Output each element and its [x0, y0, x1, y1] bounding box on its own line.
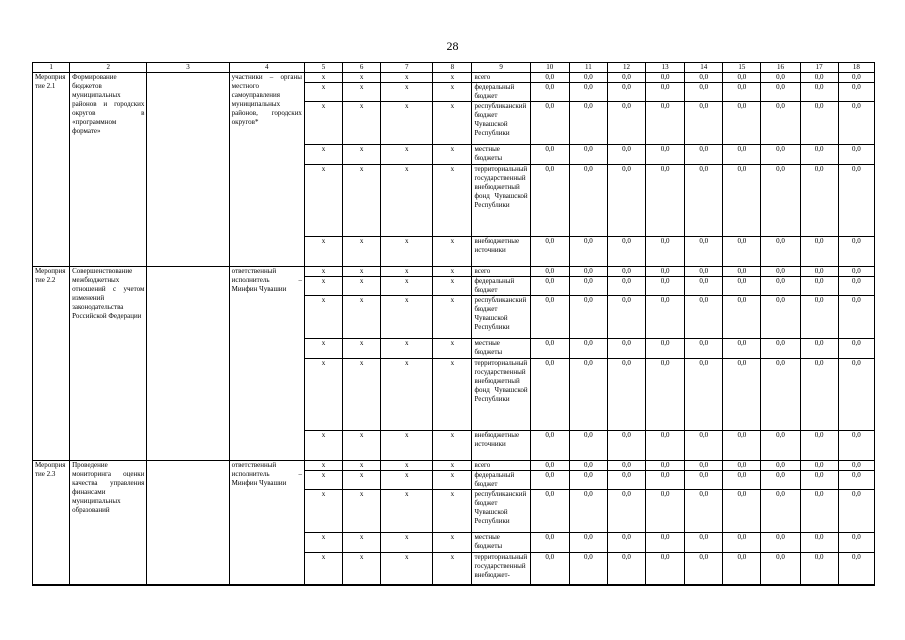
amount-cell: 0,0: [838, 490, 874, 533]
x-mark-cell: х: [343, 471, 381, 490]
x-mark-cell: х: [433, 73, 472, 83]
x-mark-cell: х: [433, 83, 472, 102]
amount-cell: 0,0: [646, 83, 685, 102]
x-mark-cell: х: [381, 277, 433, 296]
amount-cell: 0,0: [685, 553, 723, 586]
amount-cell: 0,0: [646, 471, 685, 490]
empty-cell: [147, 267, 229, 461]
table-bottom-border: [32, 584, 875, 585]
amount-cell: 0,0: [685, 296, 723, 339]
amount-cell: 0,0: [569, 533, 607, 553]
amount-cell: 0,0: [723, 277, 761, 296]
amount-cell: 0,0: [530, 359, 569, 431]
column-number-cell: 2: [70, 63, 147, 73]
empty-cell: [147, 73, 229, 267]
x-mark-cell: х: [381, 359, 433, 431]
amount-cell: 0,0: [800, 145, 838, 165]
amount-cell: 0,0: [761, 359, 800, 431]
x-mark-cell: х: [343, 533, 381, 553]
amount-cell: 0,0: [646, 165, 685, 237]
amount-cell: 0,0: [723, 471, 761, 490]
column-number-cell: 15: [723, 63, 761, 73]
x-mark-cell: х: [304, 553, 342, 586]
empty-cell: [147, 461, 229, 586]
amount-cell: 0,0: [761, 73, 800, 83]
amount-cell: 0,0: [838, 461, 874, 471]
amount-cell: 0,0: [800, 359, 838, 431]
x-mark-cell: х: [381, 165, 433, 237]
amount-cell: 0,0: [607, 73, 645, 83]
x-mark-cell: х: [381, 471, 433, 490]
amount-cell: 0,0: [607, 339, 645, 359]
funding-source-cell: федеральный бюджет: [472, 277, 530, 296]
amount-cell: 0,0: [723, 237, 761, 267]
amount-cell: 0,0: [569, 83, 607, 102]
funding-source-cell: республиканский бюджет Чувашской Республики: [472, 296, 530, 339]
amount-cell: 0,0: [530, 237, 569, 267]
amount-cell: 0,0: [607, 359, 645, 431]
x-mark-cell: х: [304, 431, 342, 461]
amount-cell: 0,0: [800, 267, 838, 277]
x-mark-cell: х: [343, 490, 381, 533]
amount-cell: 0,0: [646, 553, 685, 586]
amount-cell: 0,0: [607, 277, 645, 296]
amount-cell: 0,0: [685, 165, 723, 237]
executor-cell: ответственный исполнитель – Минфин Чувашии: [229, 267, 304, 461]
x-mark-cell: х: [343, 296, 381, 339]
amount-cell: 0,0: [685, 431, 723, 461]
x-mark-cell: х: [343, 102, 381, 145]
column-number-cell: 18: [838, 63, 874, 73]
amount-cell: 0,0: [761, 277, 800, 296]
x-mark-cell: х: [433, 145, 472, 165]
amount-cell: 0,0: [761, 461, 800, 471]
x-mark-cell: х: [304, 296, 342, 339]
x-mark-cell: х: [343, 339, 381, 359]
column-number-cell: 1: [33, 63, 70, 73]
amount-cell: 0,0: [569, 165, 607, 237]
amount-cell: 0,0: [685, 461, 723, 471]
amount-cell: 0,0: [838, 102, 874, 145]
amount-cell: 0,0: [761, 165, 800, 237]
amount-cell: 0,0: [607, 296, 645, 339]
x-mark-cell: х: [433, 277, 472, 296]
funding-source-cell: территориальный государственный внебюджетный фонд Чувашской Республики: [472, 359, 530, 431]
amount-cell: 0,0: [530, 73, 569, 83]
funding-source-cell: федеральный бюджет: [472, 471, 530, 490]
x-mark-cell: х: [343, 461, 381, 471]
amount-cell: 0,0: [685, 237, 723, 267]
amount-cell: 0,0: [838, 83, 874, 102]
executor-cell: ответственный исполнитель – Минфин Чувашии: [229, 461, 304, 586]
amount-cell: 0,0: [607, 165, 645, 237]
amount-cell: 0,0: [646, 237, 685, 267]
amount-cell: 0,0: [838, 339, 874, 359]
x-mark-cell: х: [381, 490, 433, 533]
amount-cell: 0,0: [800, 490, 838, 533]
amount-cell: 0,0: [607, 83, 645, 102]
amount-cell: 0,0: [761, 431, 800, 461]
amount-cell: 0,0: [646, 359, 685, 431]
amount-cell: 0,0: [800, 83, 838, 102]
x-mark-cell: х: [433, 461, 472, 471]
x-mark-cell: х: [343, 145, 381, 165]
x-mark-cell: х: [343, 83, 381, 102]
amount-cell: 0,0: [569, 471, 607, 490]
amount-cell: 0,0: [646, 296, 685, 339]
amount-cell: 0,0: [723, 533, 761, 553]
amount-cell: 0,0: [800, 73, 838, 83]
amount-cell: 0,0: [723, 296, 761, 339]
amount-cell: 0,0: [569, 553, 607, 586]
amount-cell: 0,0: [530, 277, 569, 296]
financing-table: [32, 62, 875, 586]
amount-cell: 0,0: [530, 339, 569, 359]
amount-cell: 0,0: [646, 490, 685, 533]
amount-cell: 0,0: [607, 471, 645, 490]
funding-source-cell: внебюджетные источники: [472, 431, 530, 461]
x-mark-cell: х: [304, 277, 342, 296]
amount-cell: 0,0: [569, 267, 607, 277]
x-mark-cell: х: [304, 471, 342, 490]
x-mark-cell: х: [433, 553, 472, 586]
column-number-cell: 17: [800, 63, 838, 73]
executor-cell: участники – органы местного самоуправления муниципальных районов, городских округов*: [229, 73, 304, 267]
event-cell: Мероприятие 2.3: [33, 461, 70, 586]
page-number: 28: [446, 39, 459, 53]
amount-cell: 0,0: [646, 461, 685, 471]
amount-cell: 0,0: [646, 277, 685, 296]
amount-cell: 0,0: [761, 296, 800, 339]
amount-cell: 0,0: [723, 431, 761, 461]
amount-cell: 0,0: [530, 431, 569, 461]
amount-cell: 0,0: [761, 533, 800, 553]
x-mark-cell: х: [304, 267, 342, 277]
amount-cell: 0,0: [569, 339, 607, 359]
funding-source-cell: всего: [472, 461, 530, 471]
column-number-cell: 9: [472, 63, 530, 73]
amount-cell: 0,0: [607, 237, 645, 267]
amount-cell: 0,0: [838, 237, 874, 267]
amount-cell: 0,0: [761, 102, 800, 145]
amount-cell: 0,0: [761, 83, 800, 102]
x-mark-cell: х: [343, 267, 381, 277]
amount-cell: 0,0: [646, 73, 685, 83]
amount-cell: 0,0: [530, 145, 569, 165]
amount-cell: 0,0: [723, 83, 761, 102]
event-cell: Мероприятие 2.1: [33, 73, 70, 267]
amount-cell: 0,0: [723, 339, 761, 359]
x-mark-cell: х: [433, 102, 472, 145]
amount-cell: 0,0: [761, 490, 800, 533]
amount-cell: 0,0: [607, 533, 645, 553]
amount-cell: 0,0: [646, 431, 685, 461]
funding-source-cell: местные бюджеты: [472, 145, 530, 165]
x-mark-cell: х: [304, 73, 342, 83]
amount-cell: 0,0: [607, 490, 645, 533]
amount-cell: 0,0: [723, 553, 761, 586]
column-number-cell: 4: [229, 63, 304, 73]
amount-cell: 0,0: [685, 102, 723, 145]
column-number-cell: 7: [381, 63, 433, 73]
column-number-cell: 16: [761, 63, 800, 73]
column-number-cell: 11: [569, 63, 607, 73]
funding-source-cell: всего: [472, 267, 530, 277]
funding-source-cell: республиканский бюджет Чувашской Республики: [472, 102, 530, 145]
amount-cell: 0,0: [685, 471, 723, 490]
x-mark-cell: х: [381, 267, 433, 277]
amount-cell: 0,0: [530, 102, 569, 145]
amount-cell: 0,0: [761, 237, 800, 267]
column-number-cell: 8: [433, 63, 472, 73]
amount-cell: 0,0: [530, 165, 569, 237]
amount-cell: 0,0: [838, 296, 874, 339]
x-mark-cell: х: [381, 296, 433, 339]
funding-source-cell: территориальный государственный внебюджетный фонд Чувашской Республики: [472, 165, 530, 237]
amount-cell: 0,0: [685, 267, 723, 277]
amount-cell: 0,0: [800, 296, 838, 339]
x-mark-cell: х: [433, 165, 472, 237]
amount-cell: 0,0: [685, 73, 723, 83]
amount-cell: 0,0: [530, 267, 569, 277]
x-mark-cell: х: [381, 553, 433, 586]
amount-cell: 0,0: [530, 471, 569, 490]
amount-cell: 0,0: [761, 553, 800, 586]
x-mark-cell: х: [433, 359, 472, 431]
table-row: [33, 461, 875, 471]
amount-cell: 0,0: [530, 533, 569, 553]
column-number-cell: 14: [685, 63, 723, 73]
x-mark-cell: х: [304, 490, 342, 533]
amount-cell: 0,0: [569, 73, 607, 83]
x-mark-cell: х: [381, 145, 433, 165]
amount-cell: 0,0: [685, 533, 723, 553]
amount-cell: 0,0: [800, 277, 838, 296]
amount-cell: 0,0: [530, 296, 569, 339]
amount-cell: 0,0: [800, 339, 838, 359]
column-number-cell: 3: [147, 63, 229, 73]
amount-cell: 0,0: [838, 471, 874, 490]
x-mark-cell: х: [304, 339, 342, 359]
amount-cell: 0,0: [685, 83, 723, 102]
x-mark-cell: х: [304, 533, 342, 553]
event-cell: Мероприятие 2.2: [33, 267, 70, 461]
amount-cell: 0,0: [530, 83, 569, 102]
x-mark-cell: х: [433, 267, 472, 277]
column-number-cell: 6: [343, 63, 381, 73]
amount-cell: 0,0: [838, 145, 874, 165]
funding-source-cell: федеральный бюджет: [472, 83, 530, 102]
amount-cell: 0,0: [800, 165, 838, 237]
funding-source-cell: местные бюджеты: [472, 339, 530, 359]
amount-cell: 0,0: [646, 102, 685, 145]
amount-cell: 0,0: [723, 490, 761, 533]
amount-cell: 0,0: [569, 145, 607, 165]
x-mark-cell: х: [304, 237, 342, 267]
amount-cell: 0,0: [607, 461, 645, 471]
amount-cell: 0,0: [800, 533, 838, 553]
amount-cell: 0,0: [723, 145, 761, 165]
amount-cell: 0,0: [838, 267, 874, 277]
x-mark-cell: х: [381, 73, 433, 83]
amount-cell: 0,0: [530, 553, 569, 586]
amount-cell: 0,0: [685, 339, 723, 359]
amount-cell: 0,0: [723, 359, 761, 431]
amount-cell: 0,0: [761, 267, 800, 277]
amount-cell: 0,0: [569, 461, 607, 471]
x-mark-cell: х: [343, 431, 381, 461]
table-row: [33, 73, 875, 83]
funding-source-cell: местные бюджеты: [472, 533, 530, 553]
funding-source-cell: внебюджетные источники: [472, 237, 530, 267]
amount-cell: 0,0: [685, 359, 723, 431]
x-mark-cell: х: [433, 339, 472, 359]
funding-source-cell: республиканский бюджет Чувашской Республики: [472, 490, 530, 533]
x-mark-cell: х: [433, 237, 472, 267]
x-mark-cell: х: [381, 533, 433, 553]
x-mark-cell: х: [433, 533, 472, 553]
amount-cell: 0,0: [607, 145, 645, 165]
x-mark-cell: х: [304, 102, 342, 145]
column-number-row: [33, 63, 875, 73]
title-cell: Совершенствование межбюджетных отношений с учетом изменений законодательства Российской Федерации: [70, 267, 147, 461]
amount-cell: 0,0: [569, 296, 607, 339]
x-mark-cell: х: [343, 237, 381, 267]
amount-cell: 0,0: [723, 461, 761, 471]
x-mark-cell: х: [381, 102, 433, 145]
amount-cell: 0,0: [800, 237, 838, 267]
column-number-cell: 13: [646, 63, 685, 73]
amount-cell: 0,0: [838, 533, 874, 553]
x-mark-cell: х: [343, 277, 381, 296]
x-mark-cell: х: [381, 461, 433, 471]
amount-cell: 0,0: [569, 359, 607, 431]
amount-cell: 0,0: [838, 359, 874, 431]
column-number-cell: 5: [304, 63, 342, 73]
amount-cell: 0,0: [800, 471, 838, 490]
column-number-cell: 10: [530, 63, 569, 73]
amount-cell: 0,0: [530, 490, 569, 533]
x-mark-cell: х: [304, 461, 342, 471]
x-mark-cell: х: [433, 490, 472, 533]
x-mark-cell: х: [343, 73, 381, 83]
amount-cell: 0,0: [838, 553, 874, 586]
x-mark-cell: х: [343, 553, 381, 586]
x-mark-cell: х: [304, 359, 342, 431]
x-mark-cell: х: [433, 296, 472, 339]
amount-cell: 0,0: [530, 461, 569, 471]
x-mark-cell: х: [343, 359, 381, 431]
x-mark-cell: х: [433, 431, 472, 461]
x-mark-cell: х: [381, 431, 433, 461]
amount-cell: 0,0: [646, 145, 685, 165]
x-mark-cell: х: [381, 83, 433, 102]
amount-cell: 0,0: [723, 73, 761, 83]
amount-cell: 0,0: [723, 267, 761, 277]
amount-cell: 0,0: [800, 431, 838, 461]
x-mark-cell: х: [343, 165, 381, 237]
column-number-cell: 12: [607, 63, 645, 73]
amount-cell: 0,0: [685, 490, 723, 533]
amount-cell: 0,0: [569, 490, 607, 533]
amount-cell: 0,0: [800, 461, 838, 471]
x-mark-cell: х: [304, 83, 342, 102]
amount-cell: 0,0: [761, 339, 800, 359]
table-row: [33, 267, 875, 277]
amount-cell: 0,0: [761, 471, 800, 490]
x-mark-cell: х: [433, 471, 472, 490]
funding-source-cell: территориальный государственный внебюджет-: [472, 553, 530, 586]
amount-cell: 0,0: [838, 73, 874, 83]
amount-cell: 0,0: [569, 277, 607, 296]
amount-cell: 0,0: [838, 165, 874, 237]
amount-cell: 0,0: [838, 277, 874, 296]
funding-source-cell: всего: [472, 73, 530, 83]
amount-cell: 0,0: [646, 339, 685, 359]
amount-cell: 0,0: [569, 102, 607, 145]
amount-cell: 0,0: [607, 267, 645, 277]
amount-cell: 0,0: [607, 431, 645, 461]
amount-cell: 0,0: [607, 102, 645, 145]
amount-cell: 0,0: [646, 267, 685, 277]
x-mark-cell: х: [381, 339, 433, 359]
amount-cell: 0,0: [800, 102, 838, 145]
amount-cell: 0,0: [607, 553, 645, 586]
amount-cell: 0,0: [723, 165, 761, 237]
amount-cell: 0,0: [685, 277, 723, 296]
title-cell: Проведение мониторинга оценки качества управления финансами муниципальных образований: [70, 461, 147, 586]
x-mark-cell: х: [304, 145, 342, 165]
amount-cell: 0,0: [685, 145, 723, 165]
amount-cell: 0,0: [569, 237, 607, 267]
x-mark-cell: х: [381, 237, 433, 267]
title-cell: Формирование бюджетов муниципальных районов и городских округов в «программном формате»: [70, 73, 147, 267]
amount-cell: 0,0: [646, 533, 685, 553]
amount-cell: 0,0: [838, 431, 874, 461]
amount-cell: 0,0: [569, 431, 607, 461]
amount-cell: 0,0: [800, 553, 838, 586]
amount-cell: 0,0: [723, 102, 761, 145]
x-mark-cell: х: [304, 165, 342, 237]
amount-cell: 0,0: [761, 145, 800, 165]
